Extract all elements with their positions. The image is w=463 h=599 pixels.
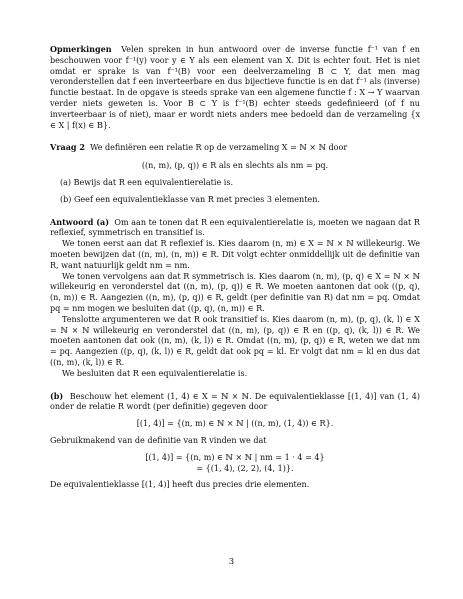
page-number: 3 — [228, 557, 235, 567]
remarks-text: Velen spreken in hun antwoord over de inverse functie f⁻¹ van f en beschouwen voor f⁻¹(y) voor y ∈ Y als een element van X. Dit is echter fout. Het is niet omdat er sprake is van f⁻¹(B) voor een deelverzameling B ⊂ Y, dat men mag veronderstellen dat f een inverteerbare en dus bijectieve functie is en dat f⁻¹ als (inverse) functie bestaat. In de opgave is steeds sprake van een algemene functie f : X → Y waarvan verder niets geweten is. Voor B ⊂ Y is f⁻¹(B) echter steeds gedefinieerd (of f nu inverteerbaar is of niet), maar er wordt niets anders mee bedoeld dan de verzameling {x ∈ X | f(x) ∈ B}. — [50, 45, 420, 130]
answer-a-intro — [50, 217, 420, 240]
conclusion-paragraph: We besluiten dat R een equivalentierelatie is. — [62, 368, 248, 378]
equivalence-class-computation — [50, 453, 420, 475]
transitive-paragraph: Tenslotte argumenteren we dat R ook transitief is. Kies daarom (n, m), (p, q), (k, l) ∈ X = ℕ × ℕ willekeurig en veronderstel dat ((n, m), (p, q)) ∈ R en ((p, q), (k, l)) ∈ R. We moeten aantonen dat ook ((n, m), (k, l)) ∈ R. Omdat ((n, m), (p, q)) ∈ R, weten we dat nm = pq. Aangezien ((p, q), (k, l)) ∈ R, geldt dat ook pq = kl. Er volgt dat nm = kl en dus dat ((n, m), (k, l)) ∈ R. — [50, 314, 420, 367]
answer-b-intro — [50, 391, 420, 414]
document-page — [50, 44, 420, 491]
question-item-a: (a) Bewijs dat R een equivalentierelatie is. — [60, 177, 234, 187]
equivalence-class-definition: [(1, 4)] = {(n, m) ∈ ℕ × ℕ | ((n, m), (1, 4)) ∈ R}. — [136, 419, 334, 429]
question-heading: Vraag 2 — [50, 142, 85, 153]
symmetric-paragraph: We tonen vervolgens aan dat R symmetrisch is. Kies daarom (n, m), (p, q) ∈ X = ℕ × ℕ willekeurig en veronderstel dat ((n, m), (p, q)) ∈ R. We moeten aantonen dat ook ((p, q), (n, m)) ∈ R. Aangezien ((n, m), (p, q)) ∈ R, geldt (per definitie van R) dat nm = pq. Omdat pq = nm mogen we besluiten dat ((p, q), (n, m)) ∈ R. — [50, 271, 420, 313]
question-item-b: (b) Geef een equivalentieklasse van R met precies 3 elementen. — [60, 194, 320, 204]
reflexive-paragraph: We tonen eerst aan dat R reflexief is. Kies daarom (n, m) ∈ X = ℕ × ℕ willekeurig. We moeten bewijzen dat ((n, m), (n, m)) ∈ R. Dit volgt echter onmiddellijk uit de definitie van R, want natuurlijk geldt nm = nm. — [50, 239, 420, 270]
remarks-paragraph — [50, 44, 420, 131]
answer-a-intro-text: Om aan te tonen dat R een equivalentierelatie is, moeten we nagaan dat R reflexief, symmetrisch en transitief is. — [50, 217, 420, 238]
answer-b-using-definition: Gebruikmakend van de definitie van R vinden we dat — [50, 435, 267, 445]
answer-b-conclusion: De equivalentieklasse [(1, 4)] heeft dus precies drie elementen. — [50, 480, 310, 490]
answer-b-heading: (b) — [50, 390, 64, 401]
relation-definition: ((n, m), (p, q)) ∈ R als en slechts als nm = pq. — [141, 161, 329, 171]
answer-a-heading: Antwoord (a) — [50, 216, 110, 227]
equation-line-1: [(1, 4)] = {(n, m) ∈ ℕ × ℕ | nm = 1 · 4 = 4} — [145, 452, 325, 462]
remarks-heading: Opmerkingen — [50, 44, 112, 54]
question-intro — [50, 142, 420, 154]
question-intro-text: We definiëren een relatie R op de verzameling X = ℕ × ℕ door — [90, 143, 348, 153]
equation-line-2: = {(1, 4), (2, 2), (4, 1)}. — [196, 463, 294, 473]
answer-b-intro-text: Beschouw het element (1, 4) ∈ X = ℕ × ℕ. De equivalentieklasse [(1, 4)] van (1, 4) onder de relatie R wordt (per definitie) gegeven door — [50, 391, 420, 412]
